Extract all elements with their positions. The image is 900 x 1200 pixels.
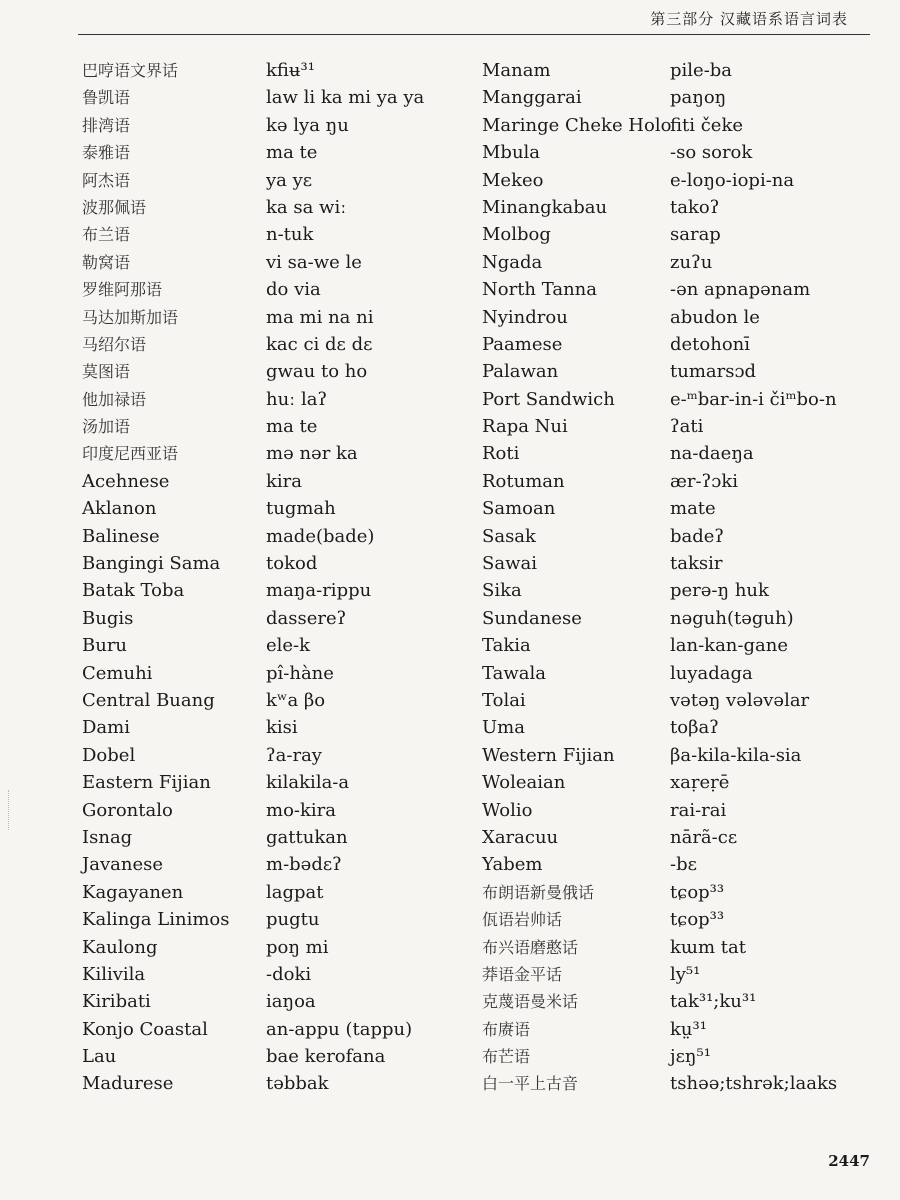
word-form: tugmah — [266, 498, 336, 520]
language-name: Kagayanen — [82, 881, 184, 903]
word-form: law li ka mi ya ya — [266, 87, 425, 109]
word-form: kɯm tat — [670, 936, 746, 958]
word-form: ʔati — [670, 416, 704, 438]
word-form: dassereʔ — [266, 607, 347, 629]
language-name: 罗维阿那语 — [82, 280, 163, 300]
language-name: Cemuhi — [82, 662, 153, 684]
language-name: Palawan — [482, 361, 559, 383]
word-form: gwau to ho — [266, 361, 368, 383]
word-form: kʷa βo — [266, 689, 326, 711]
word-form: jɛŋ⁵¹ — [670, 1046, 711, 1068]
word-form: abudon le — [670, 306, 760, 328]
language-name: 莽语金平话 — [482, 964, 563, 984]
word-form: n-tuk — [266, 224, 314, 246]
word-form: nārã-cɛ — [670, 826, 738, 848]
language-name: 布赓语 — [482, 1019, 531, 1039]
language-column-left — [82, 57, 229, 1098]
word-form: ær-ʔɔki — [670, 470, 739, 492]
language-name: Sundanese — [482, 607, 582, 629]
word-form: lan-kan-gane — [670, 635, 788, 657]
language-name: Takia — [482, 635, 531, 657]
form-column-left — [266, 57, 424, 1098]
language-name: Woleaian — [482, 772, 566, 794]
word-form: pî-hàne — [266, 662, 334, 684]
language-name: Javanese — [82, 854, 163, 876]
word-form: ka sa wiː — [266, 196, 347, 218]
word-form: e-loŋo-iopi-na — [670, 169, 795, 191]
language-name: Kalinga Linimos — [82, 909, 230, 931]
language-name: Dobel — [82, 744, 136, 766]
word-form: kilakila-a — [266, 772, 350, 794]
word-form: kira — [266, 470, 302, 492]
language-name: 汤加语 — [82, 417, 131, 437]
word-form: ly⁵¹ — [670, 963, 701, 985]
language-name: Maringe Cheke Holo — [482, 114, 672, 136]
language-name: Sika — [482, 580, 522, 602]
word-form: fiti čeke — [670, 114, 744, 136]
word-form: təbbak — [266, 1073, 329, 1095]
running-head: 第三部分 汉藏语系语言词表 — [650, 10, 848, 28]
word-form: -bɛ — [670, 854, 697, 876]
language-name: Manam — [482, 60, 551, 81]
language-name: Yabem — [482, 854, 543, 876]
word-form: vətəŋ vələvəlar — [670, 689, 810, 711]
scan-artifact — [8, 790, 10, 830]
language-name: 勒窝语 — [82, 252, 131, 272]
word-form: nəguh(təguh) — [670, 607, 794, 629]
language-name: Central Buang — [82, 689, 215, 711]
language-name: 白一平上古音 — [482, 1074, 579, 1094]
word-form: tɕop³³ — [670, 909, 725, 931]
language-name: Xaracuu — [482, 826, 559, 848]
word-form: ma mi na ni — [266, 306, 374, 328]
language-name: 马绍尔语 — [82, 334, 147, 354]
language-name: Uma — [482, 717, 525, 739]
language-name: 布朗语新曼俄话 — [482, 882, 595, 902]
word-form: do via — [266, 279, 321, 301]
language-name: Konjo Coastal — [82, 1018, 208, 1040]
language-name: Wolio — [482, 799, 533, 821]
word-form: sarap — [670, 224, 721, 246]
language-name: 鲁凯语 — [82, 88, 131, 108]
word-form: -doki — [266, 963, 312, 985]
language-name: 巴哼语文界话 — [82, 61, 179, 80]
language-name: Bangingi Sama — [82, 553, 221, 575]
language-name: Tawala — [482, 662, 546, 684]
word-form: kac ci dɛ dɛ — [266, 333, 373, 355]
word-form: -ən apnapənam — [670, 279, 811, 301]
language-name: Balinese — [82, 525, 160, 547]
word-form: kṳ³¹ — [670, 1018, 707, 1040]
word-form: tokod — [266, 553, 318, 575]
word-form: kfiʉ³¹ — [266, 60, 315, 81]
word-form: taksir — [670, 553, 723, 575]
word-form: tshəə;tshrək;laaks — [670, 1073, 838, 1095]
page-header — [0, 0, 900, 40]
language-name: Dami — [82, 717, 130, 739]
language-name: 布芒语 — [482, 1047, 531, 1067]
language-name: Paamese — [482, 333, 563, 355]
language-name: Tolai — [482, 689, 526, 711]
language-name: Ngada — [482, 251, 543, 273]
word-form: tɕop³³ — [670, 881, 725, 903]
header-rule — [78, 34, 870, 35]
word-form: an-appu (tappu) — [266, 1018, 413, 1040]
language-name: Acehnese — [82, 470, 170, 492]
word-form: iaŋoa — [266, 991, 316, 1013]
word-form: ʔa-ray — [266, 744, 322, 766]
language-name: Port Sandwich — [482, 388, 615, 410]
language-name: Bugis — [82, 607, 134, 629]
language-name: Nyindrou — [482, 306, 568, 328]
language-name: Mekeo — [482, 169, 544, 191]
language-name: 佤语岩帅话 — [482, 910, 563, 930]
word-form: paŋoŋ — [670, 87, 727, 109]
language-name: Rapa Nui — [482, 416, 568, 438]
word-form: e-ᵐbar-in-i čiᵐbo-n — [670, 388, 837, 410]
language-name: North Tanna — [482, 279, 597, 301]
word-form: maŋa-rippu — [266, 580, 372, 602]
language-name: 印度尼西亚语 — [82, 444, 179, 464]
word-form: pugtu — [266, 909, 320, 931]
language-name: 布兴语磨憨话 — [482, 937, 579, 957]
word-form: ya yɛ — [266, 169, 313, 191]
word-form: luyadaga — [670, 662, 753, 684]
word-form: made(bade) — [266, 525, 375, 547]
word-form: kə lya ŋu — [266, 114, 349, 136]
word-form: xaṛeṛē — [670, 772, 730, 794]
language-name: Mbula — [482, 142, 541, 164]
word-form: vi sa-we le — [266, 251, 362, 273]
language-name: Western Fijian — [482, 744, 615, 766]
language-name: Buru — [82, 635, 128, 657]
word-form: tak³¹;ku³¹ — [670, 991, 757, 1013]
word-form: rai-rai — [670, 799, 727, 821]
word-form: kisi — [266, 717, 298, 739]
word-form: gattukan — [266, 826, 348, 848]
word-form: mə nər ka — [266, 443, 358, 465]
language-name: 莫图语 — [82, 362, 131, 382]
word-form: perə-ŋ huk — [670, 580, 769, 602]
word-form: badeʔ — [670, 525, 725, 547]
language-name: Sawai — [482, 553, 537, 575]
word-form: zuʔu — [670, 251, 713, 273]
word-form: poŋ mi — [266, 936, 329, 958]
word-form: tumarsɔd — [670, 361, 757, 383]
word-form: ele-k — [266, 635, 311, 657]
language-name: Kilivila — [82, 963, 146, 985]
word-form: huː laʔ — [266, 388, 328, 410]
language-name: 波那佩语 — [82, 197, 147, 217]
language-name: Madurese — [82, 1073, 174, 1095]
language-name: Eastern Fijian — [82, 772, 211, 794]
word-form: detohonī — [670, 333, 751, 355]
language-column-right — [482, 57, 671, 1098]
language-name: Molbog — [482, 224, 551, 246]
language-name: Manggarai — [482, 87, 582, 109]
word-form: bae kerofana — [266, 1046, 386, 1068]
language-name: Minangkabau — [482, 196, 608, 218]
form-column-right — [670, 57, 837, 1098]
language-name: Kaulong — [82, 936, 158, 958]
word-form: -so sorok — [670, 142, 753, 164]
language-name: 他加禄语 — [82, 389, 147, 409]
word-form: takoʔ — [670, 196, 720, 218]
language-name: Samoan — [482, 498, 556, 520]
word-form: βa-kila-kila-sia — [670, 744, 802, 766]
page-number: 2447 — [828, 1152, 870, 1170]
language-name: Sasak — [482, 525, 536, 547]
word-form: pile-ba — [670, 60, 733, 81]
language-name: 排湾语 — [82, 115, 131, 135]
word-form: mate — [670, 498, 716, 520]
language-name: 阿杰语 — [82, 170, 131, 190]
language-name: 布兰语 — [82, 225, 131, 245]
word-form: lagpat — [266, 881, 324, 903]
language-name: Lau — [82, 1046, 117, 1068]
language-name: Batak Toba — [82, 580, 185, 602]
language-name: Isnag — [82, 826, 133, 848]
word-form: m-bədɛʔ — [266, 854, 342, 876]
language-name: Aklanon — [82, 498, 157, 520]
language-name: Gorontalo — [82, 799, 173, 821]
language-name: 马达加斯加语 — [82, 307, 179, 327]
language-name: Rotuman — [482, 470, 565, 492]
language-name: Roti — [482, 443, 520, 465]
word-form: toβaʔ — [670, 717, 719, 739]
word-form: ma te — [266, 142, 318, 164]
language-name: 克蔑语曼米话 — [482, 992, 579, 1012]
word-form: na-daeŋa — [670, 443, 754, 465]
language-name: Kiribati — [82, 991, 151, 1013]
language-name: 泰雅语 — [82, 143, 131, 163]
word-form: ma te — [266, 416, 318, 438]
word-form: mo-kira — [266, 799, 336, 821]
